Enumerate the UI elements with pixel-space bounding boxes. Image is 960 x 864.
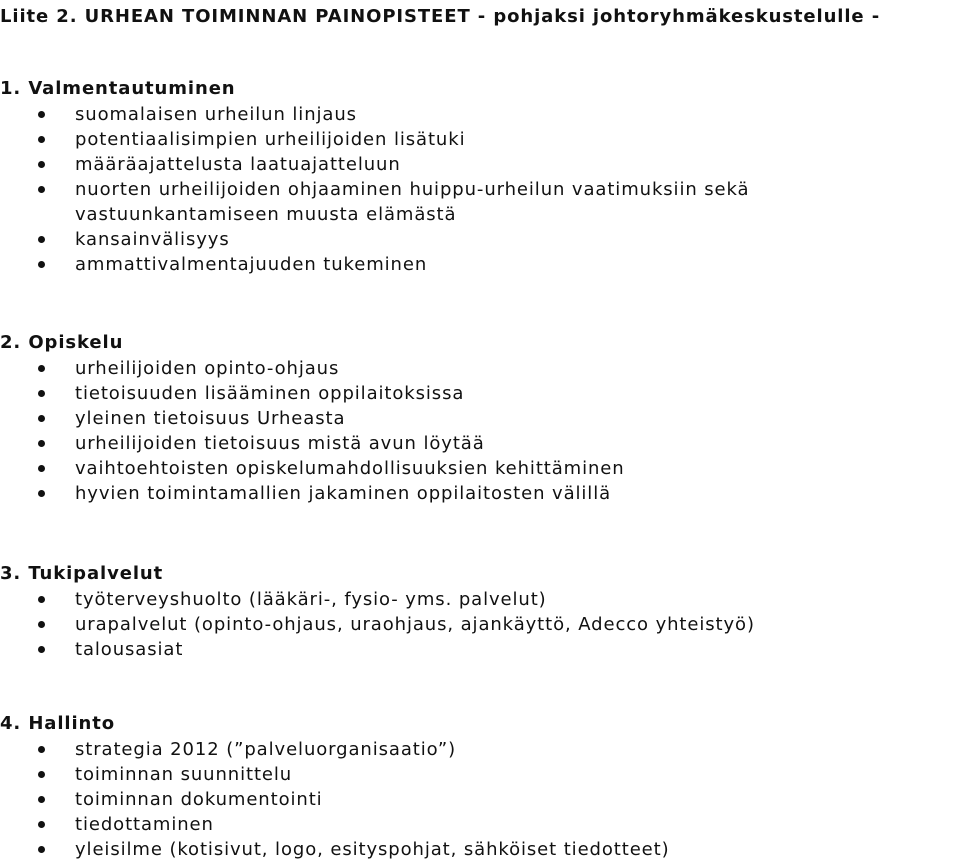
list-item (0, 431, 960, 456)
section-heading: 4. Hallinto (0, 713, 116, 734)
list-item (0, 587, 960, 612)
list-item-text: strategia 2012 (”palveluorganisaatio”) (75, 739, 457, 760)
list-item-text: yleisilme (kotisivut, logo, esityspohjat, sähköiset tiedotteet) (75, 839, 670, 860)
section-heading: 1. Valmentautuminen (0, 78, 236, 99)
bullet-icon (38, 440, 45, 447)
list-item-text: nuorten urheilijoiden ohjaaminen huippu-urheilun vaatimuksiin sekä (75, 179, 750, 200)
bullet-list (0, 587, 960, 662)
list-item (0, 837, 960, 862)
section-opiskelu (0, 332, 960, 506)
list-item-text: työterveyshuolto (lääkäri-, fysio- yms. palvelut) (75, 589, 547, 610)
bullet-icon (38, 415, 45, 422)
bullet-icon (38, 236, 45, 243)
list-item-text: toiminnan dokumentointi (75, 789, 323, 810)
list-item-text: määräajattelusta laatuajatteluun (75, 154, 401, 175)
list-item-text: urheilijoiden opinto-ohjaus (75, 358, 340, 379)
list-item-text: talousasiat (75, 639, 184, 660)
bullet-icon (38, 390, 45, 397)
list-item (0, 481, 960, 506)
list-item-text: toiminnan suunnittelu (75, 764, 293, 785)
list-item-text: vaihtoehtoisten opiskelumahdollisuuksien kehittäminen (75, 458, 625, 479)
list-item-text: urheilijoiden tietoisuus mistä avun löytää (75, 433, 485, 454)
bullet-icon (38, 646, 45, 653)
bullet-icon (38, 186, 45, 193)
bullet-icon (38, 365, 45, 372)
bullet-icon (38, 111, 45, 118)
list-item (0, 381, 960, 406)
list-item (0, 406, 960, 431)
list-item-text: tiedottaminen (75, 814, 214, 835)
bullet-icon (38, 746, 45, 753)
bullet-icon (38, 846, 45, 853)
page-title: Liite 2. URHEAN TOIMINNAN PAINOPISTEET - pohjaksi johtoryhmäkeskustelulle - (0, 6, 881, 27)
list-item-text: tietoisuuden lisääminen oppilaitoksissa (75, 383, 465, 404)
section-heading: 3. Tukipalvelut (0, 563, 164, 584)
list-item (0, 227, 960, 252)
bullet-list (0, 102, 960, 277)
bullet-list (0, 356, 960, 506)
list-item-text: ammattivalmentajuuden tukeminen (75, 254, 428, 275)
list-item-text: urapalvelut (opinto-ohjaus, uraohjaus, ajankäyttö, Adecco yhteistyö) (75, 614, 755, 635)
list-item (0, 762, 960, 787)
bullet-icon (38, 771, 45, 778)
list-item-continuation: vastuunkantamiseen muusta elämästä (75, 204, 457, 225)
list-item-text: yleinen tietoisuus Urheasta (75, 408, 346, 429)
bullet-icon (38, 621, 45, 628)
bullet-icon (38, 821, 45, 828)
list-item-text: kansainvälisyys (75, 229, 230, 250)
list-item-text: potentiaalisimpien urheilijoiden lisätuki (75, 129, 466, 150)
bullet-icon (38, 136, 45, 143)
list-item (0, 152, 960, 177)
bullet-icon (38, 465, 45, 472)
list-item (0, 252, 960, 277)
list-item (0, 177, 960, 227)
list-item (0, 737, 960, 762)
section-tukipalvelut (0, 563, 960, 662)
bullet-icon (38, 490, 45, 497)
list-item (0, 102, 960, 127)
section-heading: 2. Opiskelu (0, 332, 124, 353)
list-item (0, 612, 960, 637)
bullet-icon (38, 261, 45, 268)
bullet-list (0, 737, 960, 862)
list-item (0, 787, 960, 812)
list-item (0, 812, 960, 837)
section-hallinto (0, 713, 960, 862)
section-valmentautuminen (0, 78, 960, 277)
list-item (0, 637, 960, 662)
bullet-icon (38, 796, 45, 803)
list-item (0, 356, 960, 381)
list-item (0, 456, 960, 481)
list-item-text: hyvien toimintamallien jakaminen oppilaitosten välillä (75, 483, 612, 504)
list-item (0, 127, 960, 152)
list-item-text: suomalaisen urheilun linjaus (75, 104, 357, 125)
bullet-icon (38, 161, 45, 168)
bullet-icon (38, 596, 45, 603)
